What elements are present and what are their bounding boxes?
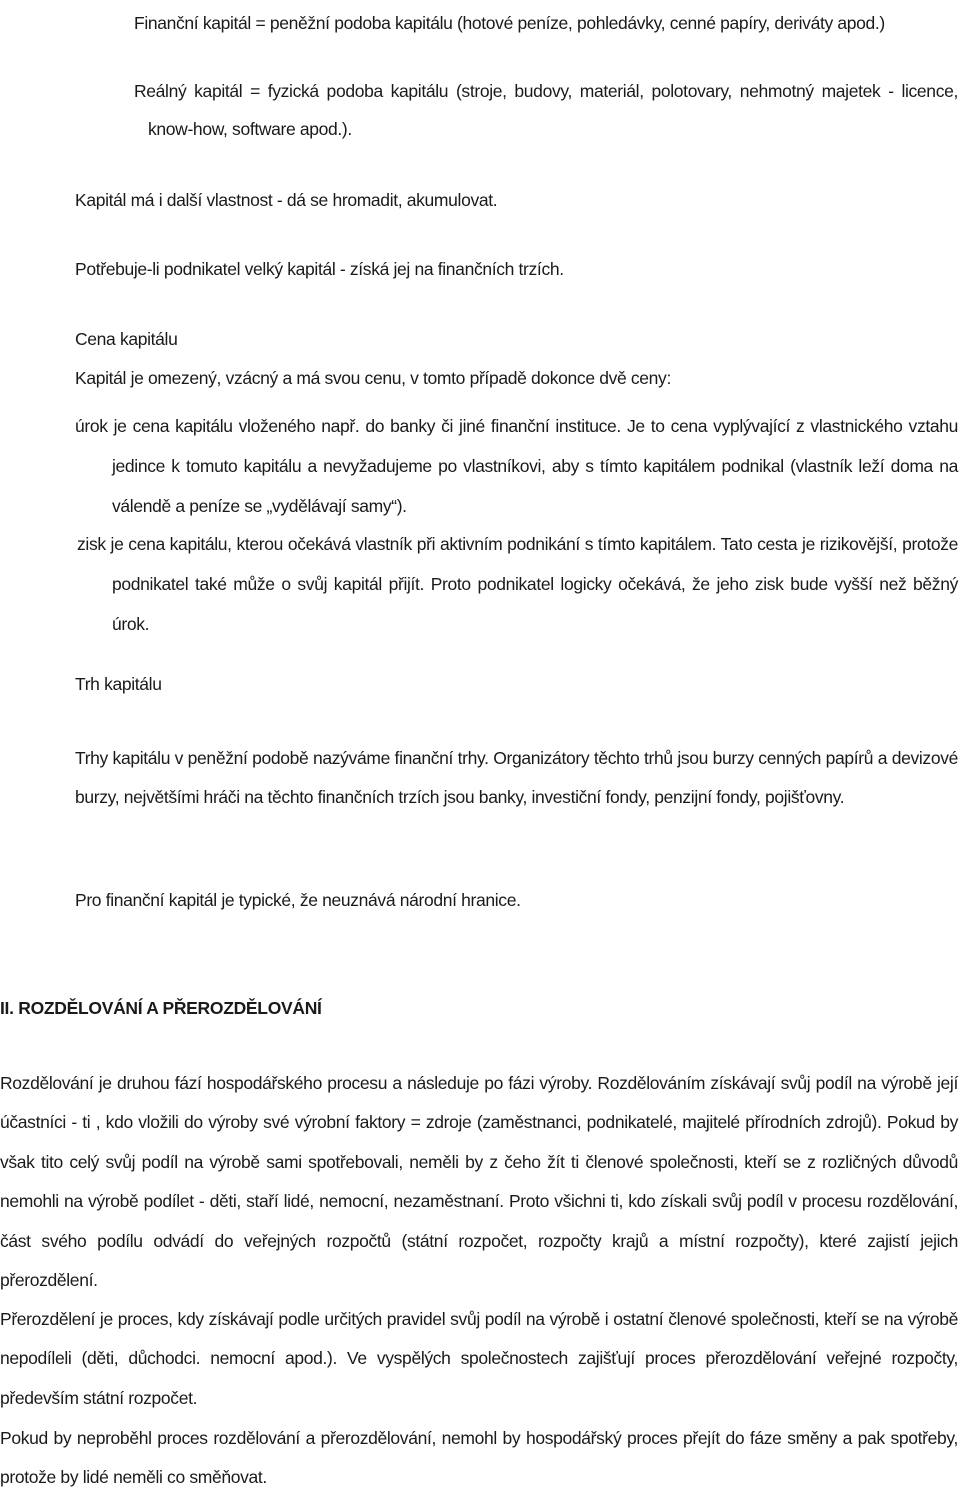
distribution-section-heading: II. ROZDĚLOVÁNÍ A PŘEROZDĚLOVÁNÍ [0,998,322,1018]
distribution-paragraph-3: Pokud by neproběhl proces rozdělování a přerozdělování, nemohl by hospodářský proces přejít do fáze směny a pak spotřeby, protože by lidé neměli co směňovat. [0,1428,958,1488]
profit-definition: zisk je cena kapitálu, kterou očekává vlastník při aktivním podnikání s tímto kapitálem. Tato cesta je rizikovější, protože podnikatel také může o svůj kapitál přijít. Proto podnikatel logicky očekává, že jeho zisk bude vyšší než běžný úrok. [77,534,958,634]
financial-capital-definition: Finanční kapitál = peněžní podoba kapitálu (hotové peníze, pohledávky, cenné papíry, deriváty apod.) [134,13,885,33]
market-section-paragraph: Trhy kapitálu v peněžní podobě nazýváme finanční trhy. Organizátory těchto trhů jsou burzy cenných papírů a devizové burzy, největšími hráči na těchto finančních trzích jsou banky, investiční fondy, penzijní fondy, pojišťovny. [75,748,958,807]
distribution-paragraph-1: Rozdělování je druhou fází hospodářského procesu a následuje po fázi výroby. Rozdělováním získávají svůj podíl na výrobě její účastníci - ti , kdo vložili do výroby své výrobní faktory = zdroje (zaměstnanci, podnikatelé, majitelé přírodních zdrojů). Pokud by však tito celý svůj podíl na výrobě sami spotřebovali, neměli by z čeho žít ti členové společnosti, kteří se z rozličných důvodů nemohli na výrobě podílet - děti, staří lidé, nemocní, nezaměstnaní. Proto všichni ti, kdo získali svůj podíl v procesu rozdělování, část svého podílu odvádí do veřejných rozpočtů (státní rozpočet, rozpočty krajů a místní rozpočty), které zajistí jejich přerozdělení. [0,1073,958,1291]
capital-accumulate-text: Kapitál má i další vlastnost - dá se hromadit, akumulovat. [75,190,498,210]
real-capital-definition: Reálný kapitál = fyzická podoba kapitálu (stroje, budovy, materiál, polotovary, nehmotný majetek - licence, know-how, software apod.). [134,81,958,139]
market-borders-text: Pro finanční kapitál je typické, že neuznává národní hranice. [75,890,521,910]
market-section-heading: Trh kapitálu [75,674,162,694]
interest-definition: úrok je cena kapitálu vloženého např. do banky či jiné finanční instituce. Je to cena vyplývající z vlastnického vztahu jedince k tomuto kapitálu a nevyžadujeme po vlastníkovi, aby s tímto kapitálem podnikal (vlastník leží doma na válendě a peníze se „vydělávají samy“). [75,416,958,516]
distribution-paragraph-2: Přerozdělení je proces, kdy získávají podle určitých pravidel svůj podíl na výrobě i ostatní členové společnosti, kteří se na výrobě nepodíleli (děti, důchodci. nemocní apod.). Ve vyspělých společnostech zajišťují proces přerozdělování veřejné rozpočty, především státní rozpočet. [0,1309,958,1408]
price-section-intro: Kapitál je omezený, vzácný a má svou cenu, v tomto případě dokonce dvě ceny: [75,368,671,388]
capital-markets-text: Potřebuje-li podnikatel velký kapitál - získá jej na finančních trzích. [75,259,564,279]
price-section-heading: Cena kapitálu [75,329,178,349]
